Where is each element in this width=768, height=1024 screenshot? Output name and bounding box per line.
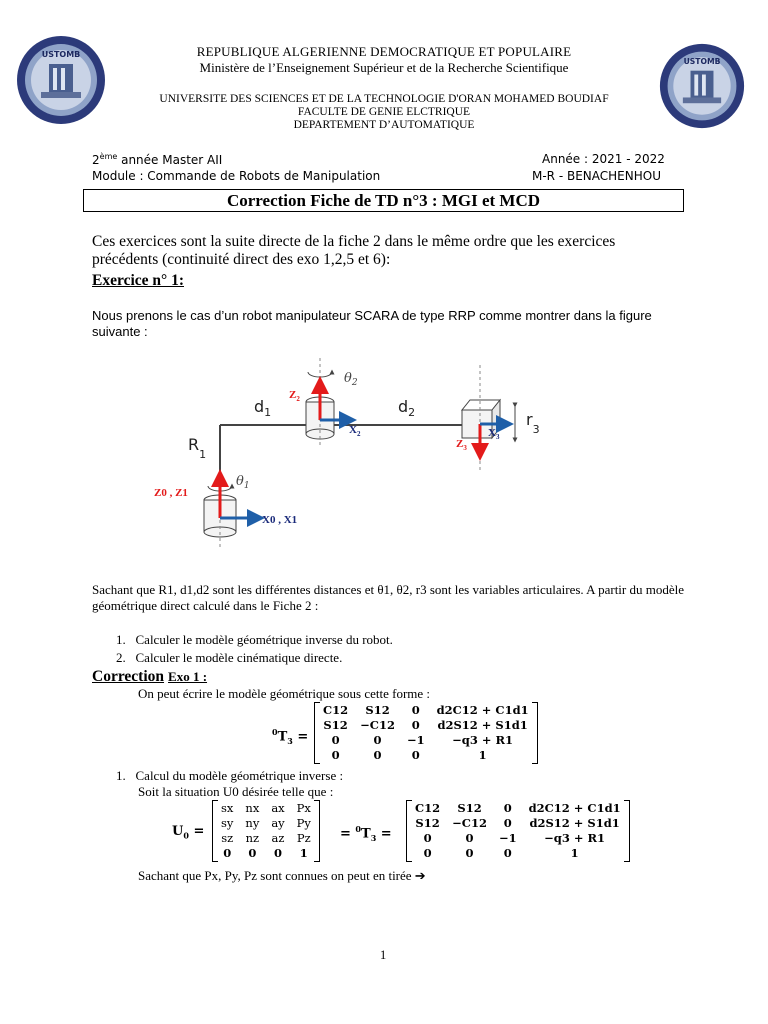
header-university: UNIVERSITE DES SCIENCES ET DE LA TECHNOLOGIE D'ORAN MOHAMED BOUDIAF xyxy=(159,93,609,105)
academic-year: Année : 2021 - 2022 xyxy=(542,152,665,166)
module-name: Module : Commande de Robots de Manipulation xyxy=(92,169,381,183)
level-prefix: 2 xyxy=(92,153,100,167)
task-list xyxy=(116,632,393,666)
svg-text:θ1 xyxy=(236,474,250,491)
u0-symbol: $U_0$ = xyxy=(172,824,205,841)
label-x3: X xyxy=(488,427,496,439)
svg-text:θ2 xyxy=(344,371,358,388)
label-d1: d xyxy=(254,397,265,416)
label-r3-sub: 3 xyxy=(532,423,540,436)
label-theta2: θ xyxy=(344,371,352,386)
mg-form-text: On peut écrire le modèle géométrique sous cette forme : xyxy=(138,686,431,701)
exercise-title: Exercice n° 1: xyxy=(92,272,184,289)
correction-label: Correction xyxy=(92,668,165,685)
label-d2-sub: 2 xyxy=(408,406,416,419)
svg-text:d1 xyxy=(254,397,271,419)
svg-text:d2 xyxy=(398,397,415,419)
header-department: DEPARTEMENT D’AUTOMATIQUE xyxy=(293,119,475,131)
label-theta1-sub: 1 xyxy=(243,481,250,491)
level-line xyxy=(92,152,222,167)
label-theta2-sub: 2 xyxy=(351,378,358,388)
task-item: 1. Calculer le modèle géométrique inverse du robot. xyxy=(116,632,393,647)
t3-symbol-2: = $^0T_3$ = xyxy=(340,824,392,843)
sachant-known-text: Sachant que Px, Py, Pz sont connues on peut en tirée ➔ xyxy=(138,868,426,883)
label-z3: Z xyxy=(456,438,464,450)
task-item: 2. Calculer le modèle cinématique directe. xyxy=(116,650,343,665)
intro-text: Ces exercices sont la suite directe de la fiche 2 dans le même ordre que les exercices précédents (continuité direct des exo 1,2,5 et 6): xyxy=(92,233,616,268)
u0-matrix: sx nx ax Px sy ny ay Py sz nz az Pz 0 0 0 1 xyxy=(212,800,320,862)
svg-text:R1 xyxy=(188,435,206,461)
author-name: M-R - BENACHENHOU xyxy=(532,169,661,183)
label-x2: X xyxy=(349,424,357,436)
header-ministry: Ministère de l’Enseignement Supérieur et de la Recherche Scientifique xyxy=(199,60,569,75)
svg-text:X2 xyxy=(349,424,361,438)
label-z3-sub: 3 xyxy=(463,444,467,452)
label-x0-x1: X0 , X1 xyxy=(262,514,298,526)
u0-text: Soit la situation U0 désirée telle que : xyxy=(138,784,334,799)
label-d1-sub: 1 xyxy=(264,406,272,419)
label-z0-z1: Z0 , Z1 xyxy=(154,487,188,499)
level-text: année Master AII xyxy=(117,153,223,167)
level-sup: ème xyxy=(99,152,118,161)
label-theta1: θ xyxy=(236,474,244,489)
label-x2-sub: 2 xyxy=(356,430,361,438)
scara-robot-figure xyxy=(150,350,540,550)
label-r3: r xyxy=(526,410,533,429)
t3-matrix: C12 S12 0 d2C12 + C1d1 S12 −C12 0 d2S12 + S1d1 0 0 −1 −q3 + R1 0 0 0 1 xyxy=(314,702,538,764)
page-number: 1 xyxy=(380,948,387,962)
label-r1-sub: 1 xyxy=(199,448,207,461)
t3-matrix-2: C12 S12 0 d2C12 + C1d1 S12 −C12 0 d2S12 + S1d1 0 0 −1 −q3 + R1 0 0 0 1 xyxy=(406,800,630,862)
header-faculty: FACULTE DE GENIE ELCTRIQUE xyxy=(297,106,471,118)
correction-heading xyxy=(92,668,207,686)
svg-text:Z3 xyxy=(456,438,467,452)
sachant-variables-text: Sachant que R1, d1,d2 sont les différentes distances et θ1, θ2, r3 sont les variables articulaires. A partir du modèle géométrique direct calculé dans le Fiche 2 : xyxy=(92,582,685,613)
svg-text:Z2 xyxy=(289,389,300,403)
logo-text-left: USTOMB xyxy=(41,50,81,59)
mgi-item: 1. Calcul du modèle géométrique inverse : xyxy=(116,768,344,783)
label-d2: d xyxy=(398,397,409,416)
label-z2: Z xyxy=(289,389,297,401)
exercise-text: Nous prenons le cas d’un robot manipulateur SCARA de type RRP comme montrer dans la figure suivante : xyxy=(92,308,652,339)
t3-symbol: $^0T_3$ = xyxy=(272,727,309,746)
label-r1: R xyxy=(188,435,200,454)
correction-exo: Exo 1 : xyxy=(168,669,208,684)
header-republic: REPUBLIQUE ALGERIENNE DEMOCRATIQUE ET POPULAIRE xyxy=(196,44,572,59)
page-title: Correction Fiche de TD n°3 : MGI et MCD xyxy=(83,189,684,212)
label-x3-sub: 3 xyxy=(495,433,500,441)
svg-text:r3 xyxy=(526,410,540,436)
label-z2-sub: 2 xyxy=(296,395,300,403)
logo-text-right: USTOMB xyxy=(683,57,721,66)
